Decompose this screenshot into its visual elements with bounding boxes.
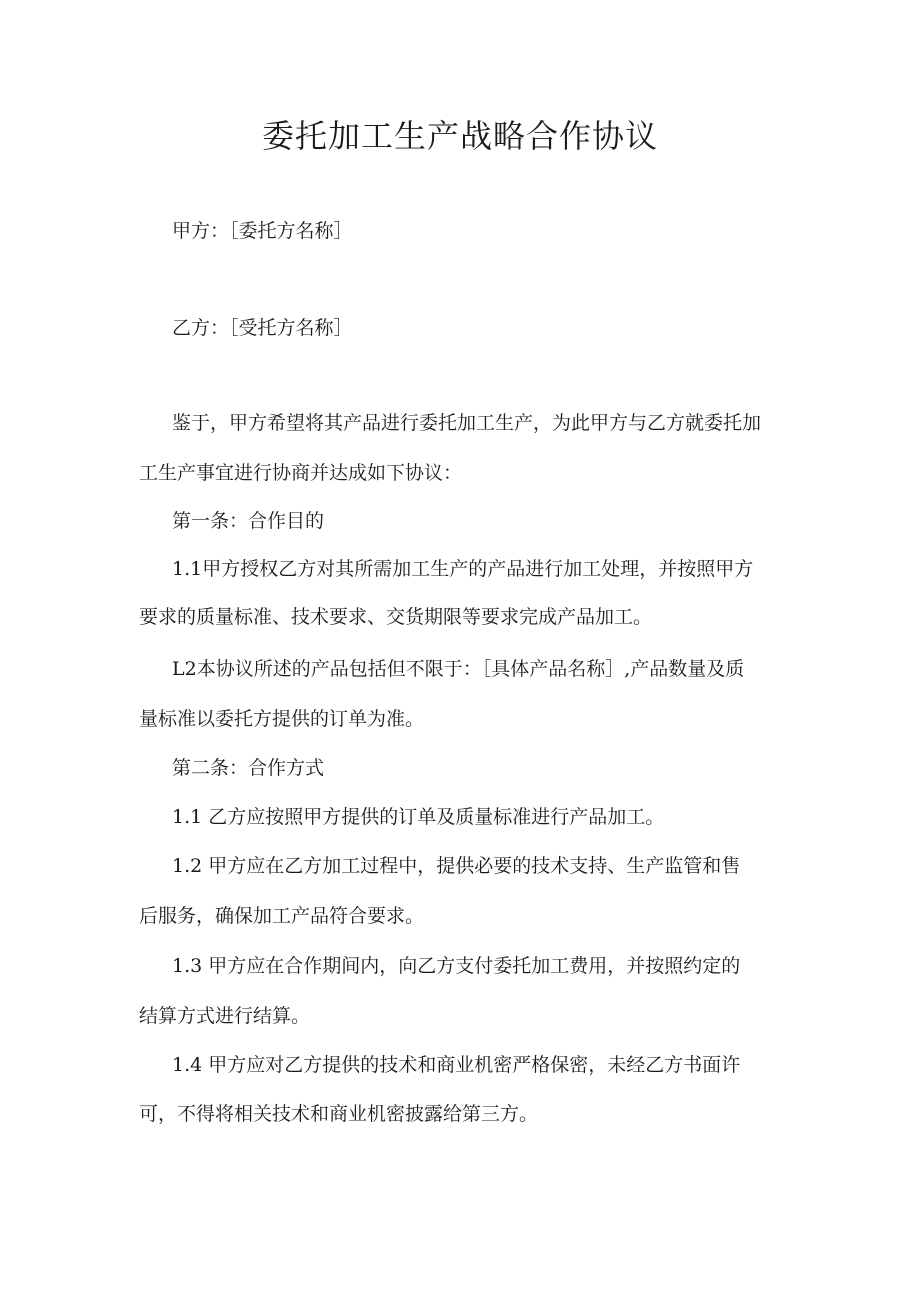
clause-2-2-line-2: 后服务，确保加工产品符合要求。 xyxy=(139,905,425,927)
preamble-line-1: 鉴于，甲方希望将其产品进行委托加工生产，为此甲方与乙方就委托加 xyxy=(172,412,762,434)
clause-1-1-line-2: 要求的质量标准、技术要求、交货期限等要求完成产品加工。 xyxy=(139,606,653,628)
document-title: 委托加工生产战略合作协议 xyxy=(261,117,658,155)
article-2-heading: 第二条：合作方式 xyxy=(172,757,325,779)
clause-2-4-line-2: 可，不得将相关技术和商业机密披露给第三方。 xyxy=(139,1103,539,1125)
clause-1-1-line-1: 1.1甲方授权乙方对其所需加工生产的产品进行加工处理，并按照甲方 xyxy=(172,558,754,580)
party-b-line: 乙方：［受托方名称］ xyxy=(172,317,353,339)
article-1-heading: 第一条：合作目的 xyxy=(172,510,325,532)
clause-2-4-line-1: 1.4 甲方应对乙方提供的技术和商业机密严格保密，未经乙方书面许 xyxy=(172,1054,741,1076)
clause-2-3-line-1: 1.3 甲方应在合作期间内，向乙方支付委托加工费用，并按照约定的 xyxy=(172,955,741,977)
clause-2-3-line-2: 结算方式进行结算。 xyxy=(139,1005,311,1027)
clause-l2-line-1: L2本协议所述的产品包括但不限于：［具体产品名称］,产品数量及质 xyxy=(172,658,745,680)
clause-2-2-line-1: 1.2 甲方应在乙方加工过程中，提供必要的技术支持、生产监管和售 xyxy=(172,855,741,877)
clause-l2-line-2: 量标准以委托方提供的订单为准。 xyxy=(139,708,425,730)
clause-2-1-line-1: 1.1 乙方应按照甲方提供的订单及质量标准进行产品加工。 xyxy=(172,806,665,828)
preamble-line-2: 工生产事宜进行协商并达成如下协议： xyxy=(139,462,463,484)
party-a-line: 甲方：［委托方名称］ xyxy=(172,220,353,242)
